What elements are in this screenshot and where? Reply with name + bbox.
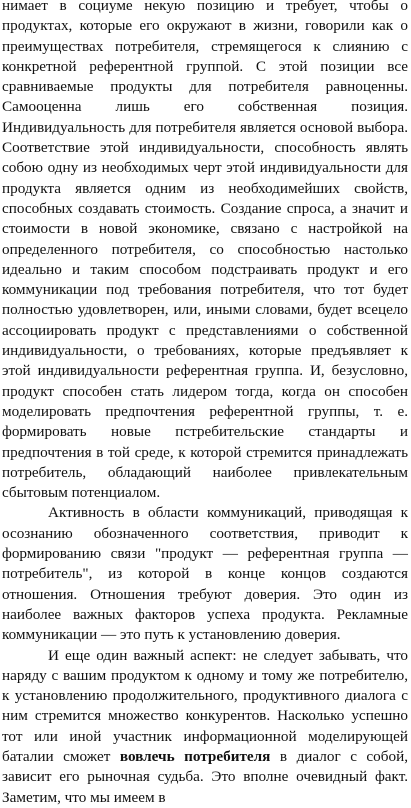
paragraph-1 (2, 0, 408, 503)
paragraph-1-text: нимает в социуме некую позицию и требует, чтобы о продуктах, которые его окружают в жизни, говорили как о преимуществах потребителя, стремящегося к слиянию с конкретной референтной группой. С этой позиции все сравниваемые продукты для потребителя равноценны. Самооценна лишь его собственная позиция. Индивидуальность для потребителя является основой выбора. Соответствие этой индивидуальности, способность являть собою одну из необходимых черт этой индивидуальности для продукта является одним из необходимейших свойств, способных создавать стоимость. Создание спроса, а значит и стоимости в новой экономике, связано с настройкой на определенного потребителя, со способностью настолько идеально и таким способом подстраивать продукт и его коммуникации под требования потребителя, что тот будет полностью удовлетворен, или, иными словами, будет всецело ассоциировать продукт с представлениями о собственной индивидуальности, о требованиях, которые предъявляет к этой индивидуальности референтная группа. И, безусловно, продукт способен стать лидером тогда, когда он способен моделировать предпочтения референтной группы, т. е. формировать новые пстребительские стандарты и предпочтения в той среде, к которой стремится принадлежать потребитель, обладающий наиболее привлекательным сбытовым потенциалом. (2, 0, 408, 502)
paragraph-2-text: Активность в области коммуникаций, приводящая к осознанию обозначенного соответствия, приводит к формированию связи "продукт — референтная группа — потребитель", из которой в конце концов создаются отношения. Отношения требуют доверия. Это один из наиболее важных факторов успеха продукта. Рекламные коммуникации — это путь к установлению доверия. (2, 504, 408, 644)
paragraph-3-text-start: И еще один важный аспект: не следует забывать, что наряду с вашим продуктом к одному и тому же потребителю, к установлению продолжительного, продуктивного диалога с ним стремится множество конкурентов. Насколько успешно тот или иной участник информационной моделирующей баталии сможет (2, 646, 408, 765)
paragraph-3 (2, 646, 408, 808)
paragraph-2 (2, 503, 408, 645)
paragraph-3-bold-phrase: вовлечь потребителя (119, 747, 271, 765)
paragraph-3-text-end: в диалог с собой, зависит его рыночная судьба. Это вполне очевидный факт. Заметим, что мы имеем в (2, 747, 409, 806)
